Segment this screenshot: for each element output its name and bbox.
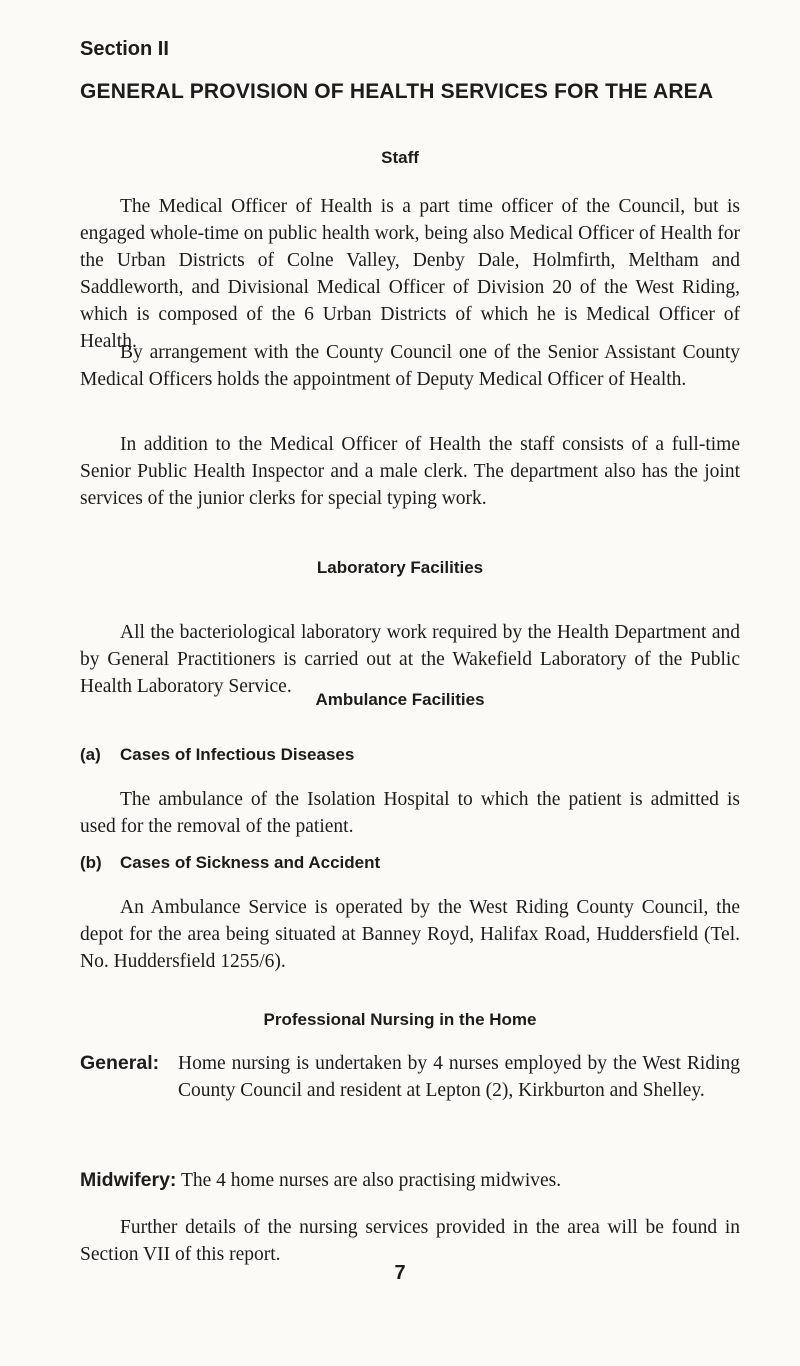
ambulance-subheading-a <box>80 745 354 765</box>
nursing-further-paragraph: Further details of the nursing services provided in the area will be found in Section VII of this report. <box>80 1217 740 1265</box>
page-title: GENERAL PROVISION OF HEALTH SERVICES FOR THE AREA <box>80 80 714 103</box>
laboratory-heading: Laboratory Facilities <box>316 558 484 577</box>
general-text: Home nursing is undertaken by 4 nurses employed by the West Riding County Council and resident at Lepton (2), Kirkburton and Shelley. <box>178 1053 740 1101</box>
subheading-b-text: Cases of Sickness and Accident <box>120 853 381 872</box>
subheading-a-letter: (a) <box>80 745 101 764</box>
nursing-heading: Professional Nursing in the Home <box>263 1010 537 1029</box>
ambulance-heading: Ambulance Facilities <box>315 690 485 709</box>
general-label: General: <box>80 1052 160 1074</box>
nursing-general <box>80 1050 740 1104</box>
midwifery-label: Midwifery: <box>80 1169 177 1191</box>
staff-heading: Staff <box>381 148 419 167</box>
ambulance-subheading-b <box>80 853 380 873</box>
midwifery-text: The 4 home nurses are also practising midwives. <box>180 1170 562 1191</box>
subheading-a-text: Cases of Infectious Diseases <box>120 745 355 764</box>
staff-paragraph-1: The Medical Officer of Health is a part time officer of the Council, but is engaged whole-time on public health work, being also Medical Officer of Health for the Urban Districts of Colne Valley, Denby Dale, Holmfirth, Meltham and Saddleworth, and Divisional Medical Officer of Division 20 of the West Riding, which is composed of the 6 Urban Districts of which he is Medical Officer of Health. <box>80 196 740 352</box>
section-label: Section II <box>80 38 169 60</box>
staff-paragraph-2: By arrangement with the County Council one of the Senior Assistant County Medical Officers holds the appointment of Deputy Medical Officer of Health. <box>80 342 740 390</box>
staff-paragraph-3: In addition to the Medical Officer of Health the staff consists of a full-time Senior Public Health Inspector and a male clerk. The department also has the joint services of the junior clerks for special typing work. <box>80 434 740 509</box>
subheading-b-letter: (b) <box>80 853 102 872</box>
nursing-midwifery <box>80 1167 740 1194</box>
page-number: 7 <box>394 1262 406 1284</box>
ambulance-paragraph-b: An Ambulance Service is operated by the West Riding County Council, the depot for the area being situated at Banney Royd, Halifax Road, Huddersfield (Tel. No. Huddersfield 1255/6). <box>80 897 740 972</box>
laboratory-paragraph: All the bacteriological laboratory work required by the Health Department and by General Practitioners is carried out at the Wakefield Laboratory of the Public Health Laboratory Service. <box>80 622 740 697</box>
ambulance-paragraph-a: The ambulance of the Isolation Hospital to which the patient is admitted is used for the removal of the patient. <box>80 789 740 837</box>
